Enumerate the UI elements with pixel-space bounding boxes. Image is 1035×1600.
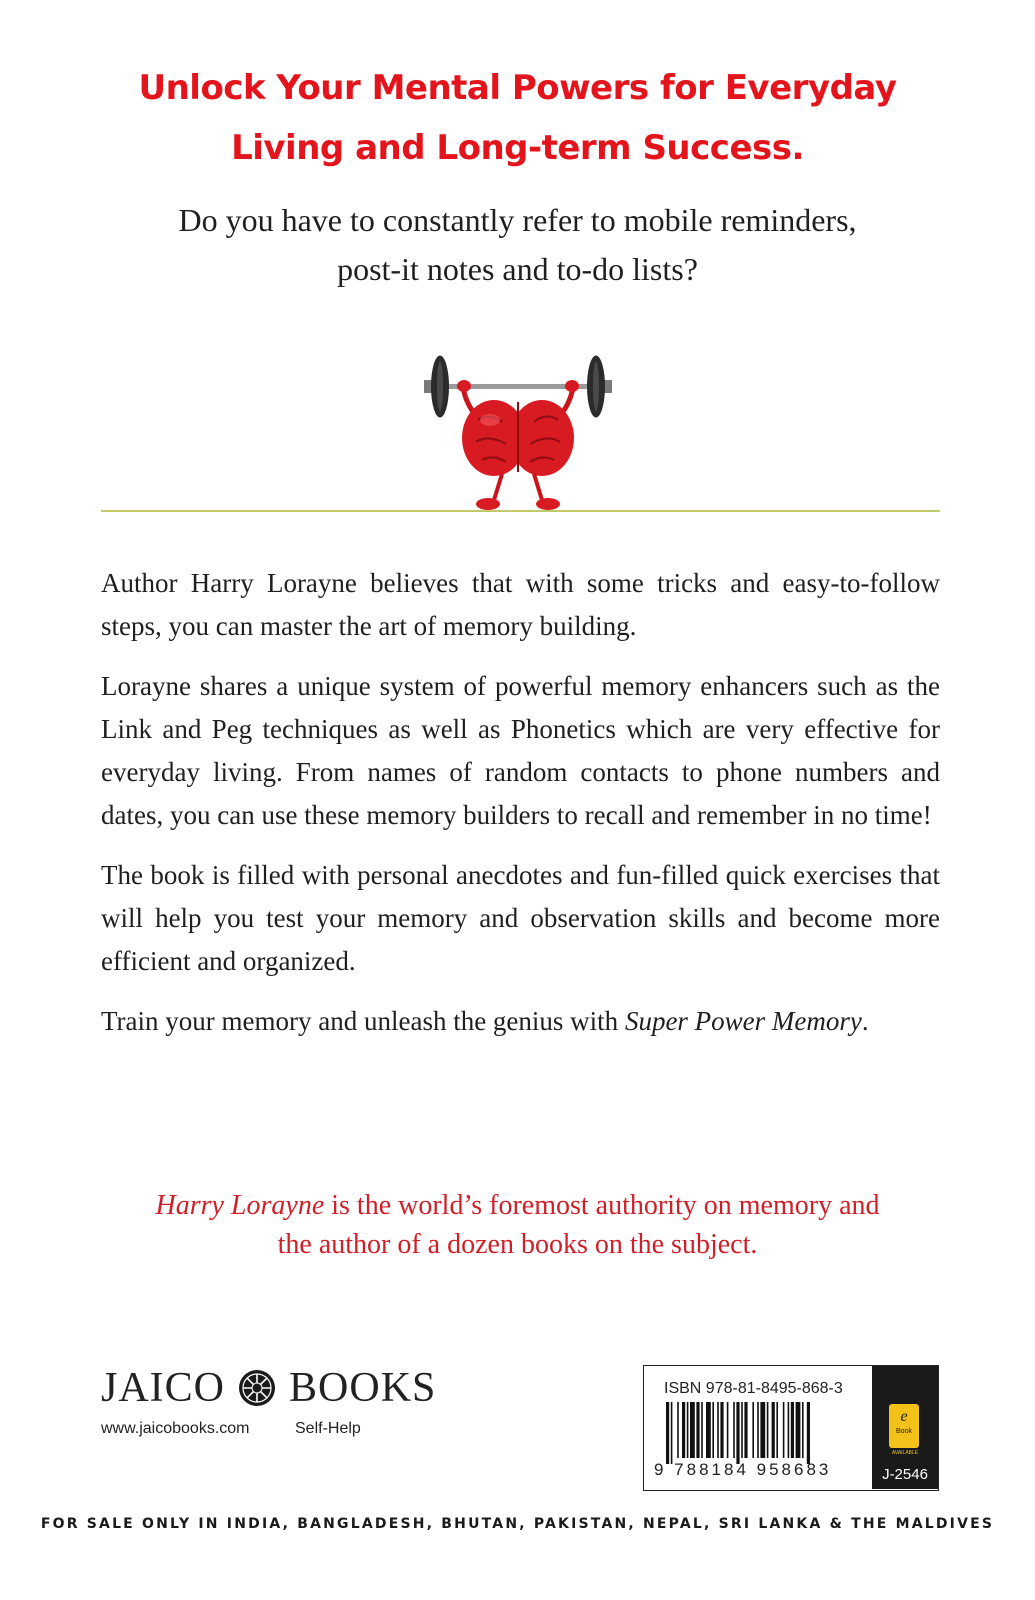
barcode-panel — [643, 1365, 939, 1491]
author-name: Harry Lorayne — [155, 1190, 325, 1221]
publisher-name-right: BOOKS — [289, 1365, 437, 1411]
headline-line-2: Living and Long-term Success. — [231, 128, 804, 168]
bio-line-1-text: is the world’s foremost authority on memory and — [324, 1190, 880, 1221]
ebook-available-text: AVAILABLE — [891, 1450, 919, 1456]
ebook-word: Book — [896, 1428, 912, 1435]
publisher-logo — [101, 1360, 436, 1416]
sale-territory-notice: FOR SALE ONLY IN INDIA, BANGLADESH, BHUTAN, PAKISTAN, NEPAL, SRI LANKA & THE MALDIVES — [40, 1516, 995, 1532]
divider-line — [101, 510, 940, 512]
wheel-emblem-icon — [237, 1368, 277, 1408]
headline-line-1: Unlock Your Mental Powers for Everyday — [138, 68, 897, 108]
bio-line-2: the author of a dozen books on the subject. — [277, 1229, 758, 1260]
book-category: Self-Help — [295, 1420, 361, 1437]
description — [101, 562, 940, 1060]
description-paragraph-3: The book is filled with personal anecdotes and fun-filled quick exercises that will help you test your memory and observation skills and become more efficient and organized. — [101, 860, 940, 976]
question-line-2: post-it notes and to-do lists? — [337, 251, 698, 287]
isbn-label: ISBN 978-81-8495-868-3 — [664, 1380, 843, 1397]
headline — [0, 58, 1035, 178]
book-title: Super Power Memory — [624, 1006, 862, 1036]
closing-text: Train your memory and unleash the genius with — [101, 1006, 625, 1036]
closing-period: . — [861, 1006, 869, 1036]
publisher-name-left: JAICO — [101, 1365, 226, 1411]
bio-line-1 — [0, 1186, 1035, 1225]
description-paragraph-1: Author Harry Lorayne believes that with some tricks and easy-to-follow steps, you can master the art of memory building. — [101, 568, 940, 641]
ebook-available-icon — [889, 1404, 919, 1448]
ebook-panel — [872, 1366, 938, 1489]
barcode-digits: 9 788184 958683 — [654, 1460, 832, 1479]
barcode-icon — [664, 1402, 874, 1464]
intro-question — [0, 196, 1035, 294]
author-bio — [0, 1186, 1035, 1264]
description-paragraph-4 — [101, 1000, 940, 1043]
ebook-letter: e — [900, 1408, 908, 1425]
publisher-website: www.jaicobooks.com — [101, 1420, 250, 1437]
question-line-1: Do you have to constantly refer to mobile reminders, — [178, 202, 857, 238]
description-paragraph-2: Lorayne shares a unique system of powerful memory enhancers such as the Link and Peg techniques as well as Phonetics which are very effective for everyday living. From names of random contacts to phone numbers and dates, you can use these memory builders to recall and remember in no time! — [101, 671, 940, 830]
brain-lifting-barbell-icon — [420, 350, 616, 520]
product-code: J-2546 — [882, 1466, 928, 1483]
